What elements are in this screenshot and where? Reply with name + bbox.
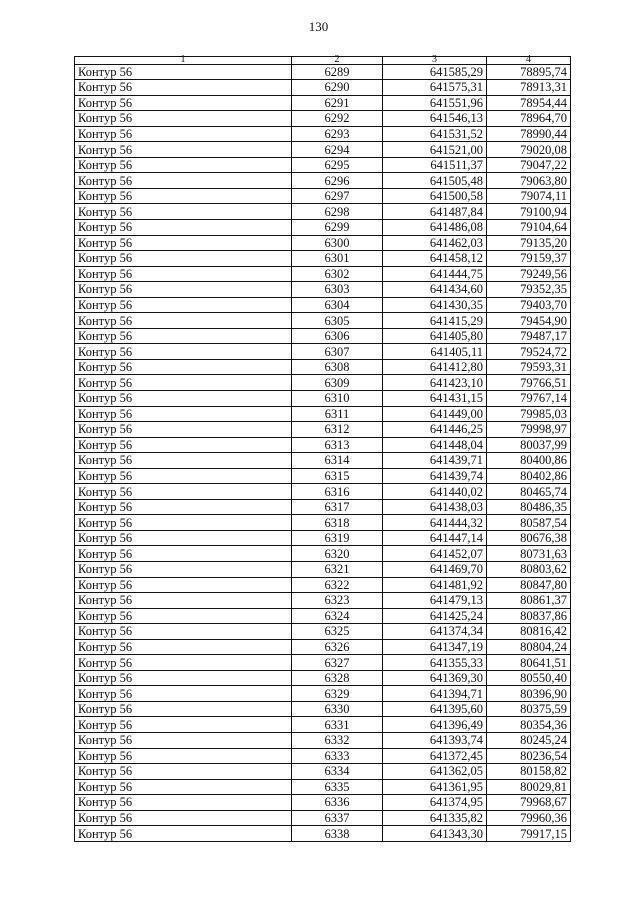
contour-cell: Контур 56 [75,733,292,749]
column-header-2: 2 [292,57,383,65]
table-row [75,95,571,111]
point-number-cell: 6331 [292,717,383,733]
contour-cell: Контур 56 [75,624,292,640]
x-coordinate-cell: 641343,30 [383,826,487,842]
table-row [75,204,571,220]
y-coordinate-cell: 79159,37 [487,251,571,267]
contour-cell: Контур 56 [75,142,292,158]
x-coordinate-cell: 641479,13 [383,593,487,609]
y-coordinate-cell: 80837,86 [487,608,571,624]
point-number-cell: 6309 [292,375,383,391]
x-coordinate-cell: 641439,74 [383,468,487,484]
point-number-cell: 6336 [292,795,383,811]
point-number-cell: 6337 [292,810,383,826]
point-number-cell: 6313 [292,437,383,453]
y-coordinate-cell: 80029,81 [487,779,571,795]
y-coordinate-cell: 79352,35 [487,282,571,298]
x-coordinate-cell: 641431,15 [383,390,487,406]
x-coordinate-cell: 641415,29 [383,313,487,329]
contour-cell: Контур 56 [75,468,292,484]
point-number-cell: 6312 [292,422,383,438]
contour-cell: Контур 56 [75,484,292,500]
point-number-cell: 6306 [292,328,383,344]
contour-cell: Контур 56 [75,670,292,686]
point-number-cell: 6338 [292,826,383,842]
contour-cell: Контур 56 [75,593,292,609]
x-coordinate-cell: 641405,11 [383,344,487,360]
table-row [75,266,571,282]
y-coordinate-cell: 80731,63 [487,546,571,562]
y-coordinate-cell: 80550,40 [487,670,571,686]
contour-cell: Контур 56 [75,810,292,826]
y-coordinate-cell: 79985,03 [487,406,571,422]
x-coordinate-cell: 641374,34 [383,624,487,640]
contour-cell: Контур 56 [75,717,292,733]
y-coordinate-cell: 79104,64 [487,219,571,235]
y-coordinate-cell: 79998,97 [487,422,571,438]
y-coordinate-cell: 78990,44 [487,126,571,142]
y-coordinate-cell: 80245,24 [487,733,571,749]
contour-cell: Контур 56 [75,639,292,655]
table-row [75,562,571,578]
contour-cell: Контур 56 [75,188,292,204]
x-coordinate-cell: 641361,95 [383,779,487,795]
x-coordinate-cell: 641585,29 [383,64,487,80]
point-number-cell: 6319 [292,530,383,546]
x-coordinate-cell: 641372,45 [383,748,487,764]
contour-cell: Контур 56 [75,686,292,702]
contour-cell: Контур 56 [75,64,292,80]
point-number-cell: 6335 [292,779,383,795]
contour-cell: Контур 56 [75,375,292,391]
x-coordinate-cell: 641405,80 [383,328,487,344]
column-header-4: 4 [487,57,571,65]
x-coordinate-cell: 641444,32 [383,515,487,531]
contour-cell: Контур 56 [75,453,292,469]
y-coordinate-cell: 78954,44 [487,95,571,111]
y-coordinate-cell: 79063,80 [487,173,571,189]
table-row [75,142,571,158]
table-row [75,733,571,749]
point-number-cell: 6327 [292,655,383,671]
y-coordinate-cell: 79403,70 [487,297,571,313]
y-coordinate-cell: 80676,38 [487,530,571,546]
y-coordinate-cell: 79135,20 [487,235,571,251]
point-number-cell: 6301 [292,251,383,267]
point-number-cell: 6300 [292,235,383,251]
contour-cell: Контур 56 [75,655,292,671]
contour-cell: Контур 56 [75,546,292,562]
y-coordinate-cell: 80158,82 [487,764,571,780]
x-coordinate-cell: 641546,13 [383,111,487,127]
y-coordinate-cell: 80400,86 [487,453,571,469]
x-coordinate-cell: 641446,25 [383,422,487,438]
point-number-cell: 6302 [292,266,383,282]
point-number-cell: 6315 [292,468,383,484]
contour-cell: Контур 56 [75,173,292,189]
table-row [75,251,571,267]
contour-cell: Контур 56 [75,359,292,375]
point-number-cell: 6320 [292,546,383,562]
x-coordinate-cell: 641481,92 [383,577,487,593]
table-row [75,608,571,624]
contour-cell: Контур 56 [75,219,292,235]
table-row [75,701,571,717]
table-row [75,546,571,562]
table-row [75,437,571,453]
point-number-cell: 6298 [292,204,383,220]
table-row [75,173,571,189]
y-coordinate-cell: 79100,94 [487,204,571,220]
x-coordinate-cell: 641531,52 [383,126,487,142]
point-number-cell: 6296 [292,173,383,189]
y-coordinate-cell: 79593,31 [487,359,571,375]
point-number-cell: 6317 [292,499,383,515]
table-row [75,80,571,96]
table-row [75,779,571,795]
point-number-cell: 6326 [292,639,383,655]
contour-cell: Контур 56 [75,577,292,593]
column-header-1: 1 [75,57,292,65]
table-row [75,188,571,204]
x-coordinate-cell: 641396,49 [383,717,487,733]
contour-cell: Контур 56 [75,499,292,515]
y-coordinate-cell: 80861,37 [487,593,571,609]
x-coordinate-cell: 641487,84 [383,204,487,220]
x-coordinate-cell: 641362,05 [383,764,487,780]
coordinates-table-body [75,54,571,842]
table-row [75,686,571,702]
table-row [75,826,571,842]
point-number-cell: 6328 [292,670,383,686]
contour-cell: Контур 56 [75,826,292,842]
y-coordinate-cell: 80402,86 [487,468,571,484]
table-row [75,810,571,826]
y-coordinate-cell: 79047,22 [487,157,571,173]
table-row [75,344,571,360]
table-row [75,126,571,142]
y-coordinate-cell: 79487,17 [487,328,571,344]
x-coordinate-cell: 641395,60 [383,701,487,717]
contour-cell: Контур 56 [75,562,292,578]
y-coordinate-cell: 79074,11 [487,188,571,204]
contour-cell: Контур 56 [75,282,292,298]
table-row [75,764,571,780]
contour-cell: Контур 56 [75,157,292,173]
y-coordinate-cell: 79917,15 [487,826,571,842]
contour-cell: Контур 56 [75,701,292,717]
point-number-cell: 6289 [292,64,383,80]
coordinates-table [74,56,571,842]
table-row [75,748,571,764]
contour-cell: Контур 56 [75,266,292,282]
x-coordinate-cell: 641430,35 [383,297,487,313]
y-coordinate-cell: 80375,59 [487,701,571,717]
point-number-cell: 6318 [292,515,383,531]
y-coordinate-cell: 79524,72 [487,344,571,360]
table-header-row [75,57,571,65]
y-coordinate-cell: 79968,67 [487,795,571,811]
column-header-3: 3 [383,57,487,65]
contour-cell: Контур 56 [75,748,292,764]
y-coordinate-cell: 79766,51 [487,375,571,391]
x-coordinate-cell: 641447,14 [383,530,487,546]
table-row [75,359,571,375]
x-coordinate-cell: 641505,48 [383,173,487,189]
table-row [75,670,571,686]
table-row [75,375,571,391]
point-number-cell: 6321 [292,562,383,578]
y-coordinate-cell: 80816,42 [487,624,571,640]
point-number-cell: 6304 [292,297,383,313]
x-coordinate-cell: 641511,37 [383,157,487,173]
table-row [75,282,571,298]
contour-cell: Контур 56 [75,764,292,780]
contour-cell: Контур 56 [75,390,292,406]
point-number-cell: 6314 [292,453,383,469]
contour-cell: Контур 56 [75,515,292,531]
y-coordinate-cell: 79767,14 [487,390,571,406]
y-coordinate-cell: 78913,31 [487,80,571,96]
point-number-cell: 6305 [292,313,383,329]
x-coordinate-cell: 641449,00 [383,406,487,422]
table-row [75,219,571,235]
x-coordinate-cell: 641458,12 [383,251,487,267]
table-row [75,468,571,484]
contour-cell: Контур 56 [75,344,292,360]
table-row [75,499,571,515]
point-number-cell: 6323 [292,593,383,609]
table-row [75,453,571,469]
y-coordinate-cell: 79020,08 [487,142,571,158]
y-coordinate-cell: 78964,70 [487,111,571,127]
table-row [75,593,571,609]
point-number-cell: 6329 [292,686,383,702]
y-coordinate-cell: 79454,90 [487,313,571,329]
x-coordinate-cell: 641374,95 [383,795,487,811]
point-number-cell: 6310 [292,390,383,406]
table-row [75,235,571,251]
contour-cell: Контур 56 [75,95,292,111]
x-coordinate-cell: 641439,71 [383,453,487,469]
table-row [75,655,571,671]
page-number: 130 [308,19,329,34]
point-number-cell: 6293 [292,126,383,142]
y-coordinate-cell: 80465,74 [487,484,571,500]
x-coordinate-cell: 641412,80 [383,359,487,375]
table-row [75,422,571,438]
y-coordinate-cell: 80847,80 [487,577,571,593]
x-coordinate-cell: 641452,07 [383,546,487,562]
contour-cell: Контур 56 [75,111,292,127]
y-coordinate-cell: 79960,36 [487,810,571,826]
x-coordinate-cell: 641355,33 [383,655,487,671]
x-coordinate-cell: 641347,19 [383,639,487,655]
table-row [75,313,571,329]
point-number-cell: 6294 [292,142,383,158]
table-row [75,639,571,655]
table-row [75,328,571,344]
x-coordinate-cell: 641393,74 [383,733,487,749]
contour-cell: Контур 56 [75,437,292,453]
point-number-cell: 6332 [292,733,383,749]
point-number-cell: 6307 [292,344,383,360]
x-coordinate-cell: 641444,75 [383,266,487,282]
table-row [75,406,571,422]
contour-cell: Контур 56 [75,328,292,344]
y-coordinate-cell: 78895,74 [487,64,571,80]
contour-cell: Контур 56 [75,779,292,795]
x-coordinate-cell: 641434,60 [383,282,487,298]
table-row [75,111,571,127]
y-coordinate-cell: 80804,24 [487,639,571,655]
x-coordinate-cell: 641335,82 [383,810,487,826]
point-number-cell: 6290 [292,80,383,96]
point-number-cell: 6311 [292,406,383,422]
point-number-cell: 6333 [292,748,383,764]
point-number-cell: 6303 [292,282,383,298]
y-coordinate-cell: 80641,51 [487,655,571,671]
contour-cell: Контур 56 [75,126,292,142]
x-coordinate-cell: 641486,08 [383,219,487,235]
point-number-cell: 6295 [292,157,383,173]
table-row [75,157,571,173]
x-coordinate-cell: 641448,04 [383,437,487,453]
contour-cell: Контур 56 [75,608,292,624]
x-coordinate-cell: 641575,31 [383,80,487,96]
table-row [75,577,571,593]
y-coordinate-cell: 80396,90 [487,686,571,702]
point-number-cell: 6322 [292,577,383,593]
x-coordinate-cell: 641469,70 [383,562,487,578]
x-coordinate-cell: 641394,71 [383,686,487,702]
table-row [75,484,571,500]
y-coordinate-cell: 80587,54 [487,515,571,531]
contour-cell: Контур 56 [75,313,292,329]
point-number-cell: 6324 [292,608,383,624]
x-coordinate-cell: 641425,24 [383,608,487,624]
table-row [75,390,571,406]
table-row [75,530,571,546]
y-coordinate-cell: 79249,56 [487,266,571,282]
x-coordinate-cell: 641521,00 [383,142,487,158]
x-coordinate-cell: 641438,03 [383,499,487,515]
x-coordinate-cell: 641500,58 [383,188,487,204]
table-row [75,297,571,313]
y-coordinate-cell: 80236,54 [487,748,571,764]
point-number-cell: 6292 [292,111,383,127]
y-coordinate-cell: 80354,36 [487,717,571,733]
x-coordinate-cell: 641423,10 [383,375,487,391]
contour-cell: Контур 56 [75,406,292,422]
contour-cell: Контур 56 [75,530,292,546]
point-number-cell: 6297 [292,188,383,204]
contour-cell: Контур 56 [75,80,292,96]
contour-cell: Контур 56 [75,235,292,251]
point-number-cell: 6299 [292,219,383,235]
table-row [75,64,571,80]
y-coordinate-cell: 80037,99 [487,437,571,453]
x-coordinate-cell: 641369,30 [383,670,487,686]
x-coordinate-cell: 641462,03 [383,235,487,251]
contour-cell: Контур 56 [75,795,292,811]
point-number-cell: 6334 [292,764,383,780]
table-row [75,515,571,531]
point-number-cell: 6325 [292,624,383,640]
y-coordinate-cell: 80486,35 [487,499,571,515]
point-number-cell: 6330 [292,701,383,717]
x-coordinate-cell: 641551,96 [383,95,487,111]
contour-cell: Контур 56 [75,204,292,220]
point-number-cell: 6291 [292,95,383,111]
contour-cell: Контур 56 [75,251,292,267]
point-number-cell: 6316 [292,484,383,500]
point-number-cell: 6308 [292,359,383,375]
x-coordinate-cell: 641440,02 [383,484,487,500]
y-coordinate-cell: 80803,62 [487,562,571,578]
contour-cell: Контур 56 [75,297,292,313]
table-row [75,624,571,640]
contour-cell: Контур 56 [75,422,292,438]
table-row [75,795,571,811]
table-row [75,717,571,733]
